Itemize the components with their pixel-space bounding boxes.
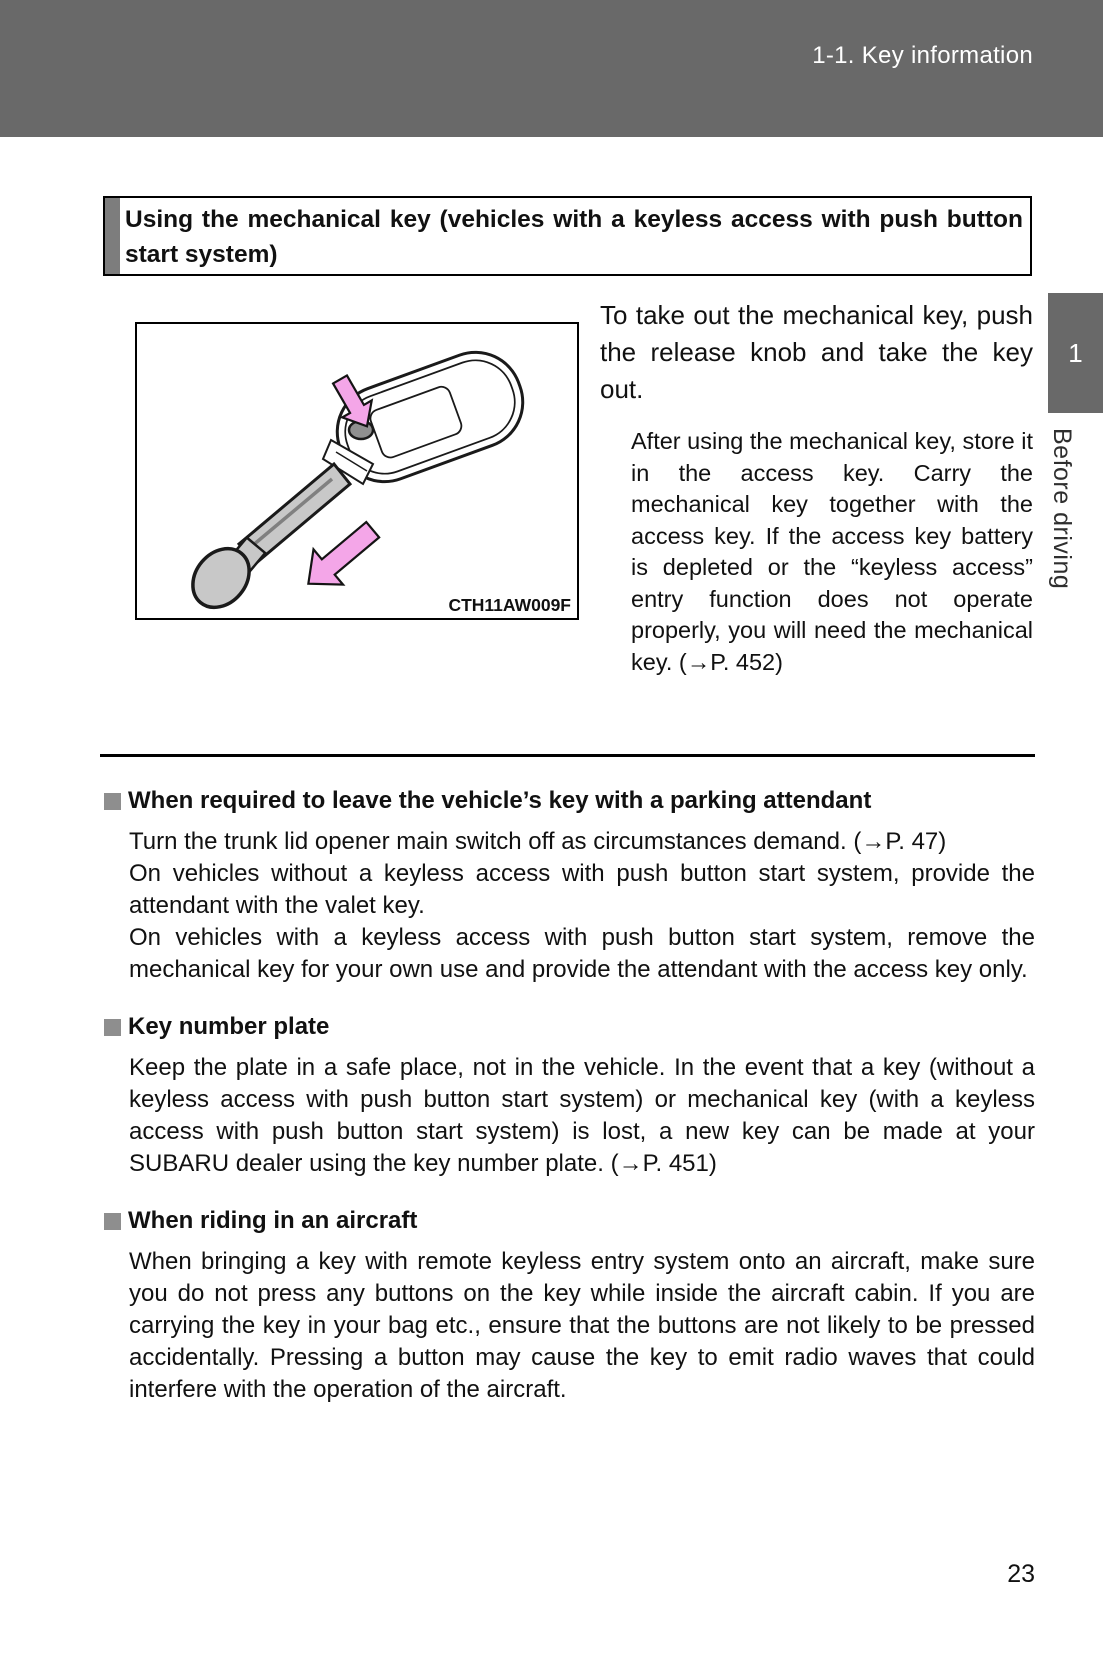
chapter-number: 1 bbox=[1068, 337, 1083, 368]
section-divider bbox=[100, 754, 1035, 757]
section-heading-row bbox=[103, 1206, 1035, 1236]
section-heading: When riding in an aircraft bbox=[128, 1207, 418, 1234]
chapter-side-label: Before driving bbox=[1048, 428, 1076, 590]
topic-title: Using the mechanical key (vehicles with a keyless access with push button start system) bbox=[125, 206, 1023, 268]
section-key-number-plate bbox=[103, 1012, 1035, 1180]
remove-key-arrow-icon bbox=[294, 512, 388, 601]
notes-sections bbox=[103, 786, 1035, 1432]
topic-title-box bbox=[103, 196, 1032, 276]
section-aircraft bbox=[103, 1206, 1035, 1406]
mechanical-key-illustration bbox=[181, 464, 350, 618]
section-heading: Key number plate bbox=[128, 1013, 330, 1040]
title-accent-bar bbox=[105, 198, 120, 274]
section-breadcrumb: 1-1. Key information bbox=[812, 42, 1033, 69]
body-paragraph: Turn the trunk lid opener main switch off as circumstances demand. (→P. 47) bbox=[129, 828, 947, 855]
detail-paragraph: After using the mechanical key, store it in the access key. Carry the mechanical key together with the access key. If the access key battery is depleted or the “keyless access” entry function does not operate properly, you will need the mechanical key. (→P. 452) bbox=[631, 428, 1033, 675]
section-body bbox=[129, 1246, 1035, 1406]
page-number: 23 bbox=[1007, 1560, 1035, 1588]
square-bullet-icon bbox=[104, 1213, 121, 1230]
section-heading-row bbox=[103, 786, 1035, 816]
body-paragraph: When bringing a key with remote keyless entry system onto an aircraft, make sure you do not press any buttons on the key while inside the aircraft cabin. If you are carrying the key in your bag etc., ensure that the buttons are not likely to be pressed accidentally. Pressing a button may cause the key to emit radio waves that could interfere with the operation of the aircraft. bbox=[129, 1248, 1035, 1403]
body-paragraph: On vehicles with a keyless access with push button start system, remove the mechanical key for your own use and provide the attendant with the access key only. bbox=[129, 924, 1035, 983]
section-body bbox=[129, 1052, 1035, 1180]
section-heading-row bbox=[103, 1012, 1035, 1042]
square-bullet-icon bbox=[104, 793, 121, 810]
body-paragraph: On vehicles without a keyless access with push button start system, provide the attendant with the valet key. bbox=[129, 860, 1035, 919]
key-figure-box bbox=[135, 322, 579, 620]
section-heading: When required to leave the vehicle’s key with a parking attendant bbox=[128, 787, 872, 814]
chapter-tab bbox=[1048, 293, 1103, 413]
lead-paragraph: To take out the mechanical key, push the release knob and take the key out. bbox=[600, 300, 1033, 404]
section-body bbox=[129, 826, 1035, 986]
key-figure-illustration bbox=[137, 324, 577, 618]
page-header-band bbox=[0, 0, 1103, 137]
body-paragraph: Keep the plate in a safe place, not in the vehicle. In the event that a key (without a keyless access with push button start system) or mechanical key (with a keyless access with push button start system) is lost, a new key can be made at your SUBARU dealer using the key number plate. (→P. 451) bbox=[129, 1054, 1035, 1177]
section-parking-attendant bbox=[103, 786, 1035, 986]
square-bullet-icon bbox=[104, 1019, 121, 1036]
figure-code: CTH11AW009F bbox=[448, 595, 571, 615]
